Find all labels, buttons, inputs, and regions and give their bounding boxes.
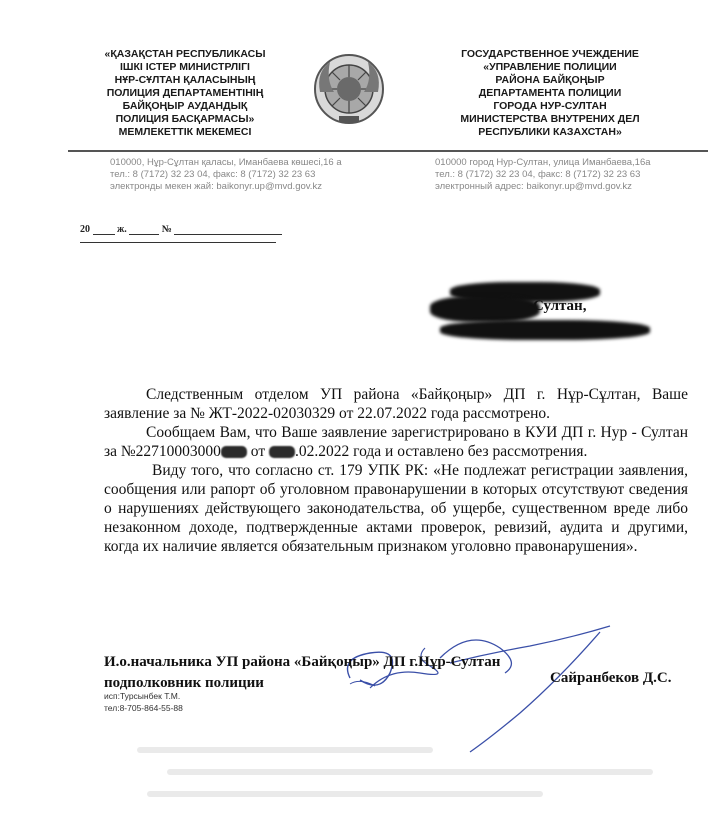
contact-phone: тел.: 8 (7172) 32 23 04, факс: 8 (7172) 32 23 63 xyxy=(110,169,316,180)
header-ru-line: МИНИСТЕРСТВА ВНУТРЕНИХ ДЕЛ xyxy=(460,113,640,125)
executor-phone: тел:8-705-864-55-88 xyxy=(104,703,183,713)
executor-info xyxy=(104,690,183,714)
letter-body xyxy=(104,385,688,556)
redaction-mark xyxy=(269,446,295,458)
header-kz-line: МЕМЛЕКЕТТІК МЕКЕМЕСІ xyxy=(118,126,252,138)
contacts-russian xyxy=(435,157,651,193)
body-paragraph-3: Виду того, что согласно ст. 179 УПК РК: «Не подлежат регистрации заявления, сообщения или рапорт об уголовном правонарушении в которых отсутствуют сведения о нарушениях действующего законодательства, об ущербе, существенном вреде либо незаконном доходе, подтвержденные актами проверок, ревизий, аудита и другими, когда их наличие является обязательным признаком уголовно правонарушения». xyxy=(104,462,688,555)
contact-phone: тел.: 8 (7172) 32 23 04, факс: 8 (7172) 32 23 63 xyxy=(435,169,641,180)
reg-date-blank xyxy=(129,224,159,235)
header-kz-line: НҰР-СҰЛТАН ҚАЛАСЫНЫҢ xyxy=(114,74,256,86)
header-ru-line: РАЙОНА БАЙҚОҢЫР xyxy=(495,74,605,86)
recipient-city: -Султан, xyxy=(528,298,587,314)
header-kz-line: ПОЛИЦИЯ БАСҚАРМАСЫ» xyxy=(115,113,255,125)
contact-address: 010000 город Нур-Султан, улица Иманбаева,16а xyxy=(435,157,651,168)
header-ru-line: ГОСУДАРСТВЕННОЕ УЧЕЖДЕНИЕ xyxy=(461,48,639,60)
registration-line xyxy=(80,224,282,235)
header-divider xyxy=(68,150,708,152)
reg-year-prefix: 20 xyxy=(80,224,90,235)
header-kazakh xyxy=(70,48,300,139)
contact-email: электронный адрес: baikonyr.up@mvd.gov.kz xyxy=(435,181,632,192)
redaction-mark xyxy=(221,446,247,458)
reg-year-suffix: ж. xyxy=(117,224,127,235)
body-p2-text-b: от xyxy=(250,443,266,460)
body-paragraph-1: Следственным отделом УП района «Байқоңыр» ДП г. Нұр-Сұлтан, Ваше заявление за № ЖТ-2022-02030329 от 22.07.2022 года рассмотрено. xyxy=(104,386,688,422)
paper-bleed-through xyxy=(130,740,690,810)
recipient-redacted xyxy=(430,282,660,342)
header-ru-line: РЕСПУБЛИКИ КАЗАХСТАН» xyxy=(478,126,622,138)
signatory-title xyxy=(104,652,500,694)
contacts-kazakh xyxy=(110,157,342,193)
header-kz-line: «ҚАЗАҚСТАН РЕСПУБЛИКАСЫ xyxy=(104,48,266,60)
body-paragraph-2 xyxy=(104,423,688,461)
header-ru-line: ГОРОДА НУР-СУЛТАН xyxy=(493,100,607,112)
signatory-name: Сайранбеков Д.С. xyxy=(550,670,672,686)
state-emblem-icon xyxy=(312,52,386,126)
redaction-mark xyxy=(440,320,650,340)
header-kz-line: БАЙҚОҢЫР АУДАНДЫҚ xyxy=(122,100,248,112)
signatory-rank: подполковник полиции xyxy=(104,675,264,691)
reg-number-sign: № xyxy=(161,224,172,235)
header-kz-line: ПОЛИЦИЯ ДЕПАРТАМЕНТІНІҢ xyxy=(106,87,264,99)
reg-year-blank xyxy=(93,224,115,235)
header-ru-line: «УПРАВЛЕНИЕ ПОЛИЦИИ xyxy=(483,61,617,73)
header-ru-line: ДЕПАРТАМЕНТА ПОЛИЦИИ xyxy=(478,87,622,99)
contact-address: 010000, Нұр-Сұлтан қаласы, Иманбаева көшесі,16 а xyxy=(110,157,342,168)
body-p2-text-c: .02.2022 года и оставлено без рассмотрения. xyxy=(295,443,588,460)
header-russian xyxy=(430,48,670,139)
signatory-position: И.о.начальника УП района «Байқоңыр» ДП г.Нұр-Султан xyxy=(104,654,501,670)
header-kz-line: ІШКІ ІСТЕР МИНИСТРЛІГІ xyxy=(120,61,250,73)
redaction-mark xyxy=(430,296,540,322)
body-p2-text-a: Сообщаем Вам, что Ваше заявление зарегистрировано в КУИ ДП г. Нур - Султан за №22710003000 xyxy=(104,424,688,460)
reg-number-blank xyxy=(174,224,282,235)
contact-email: электронды мекен жай: baikonyr.up@mvd.gov.kz xyxy=(110,181,322,192)
executor-name: исп:Турсынбек Т.М. xyxy=(104,691,181,701)
registration-underline xyxy=(80,242,276,243)
